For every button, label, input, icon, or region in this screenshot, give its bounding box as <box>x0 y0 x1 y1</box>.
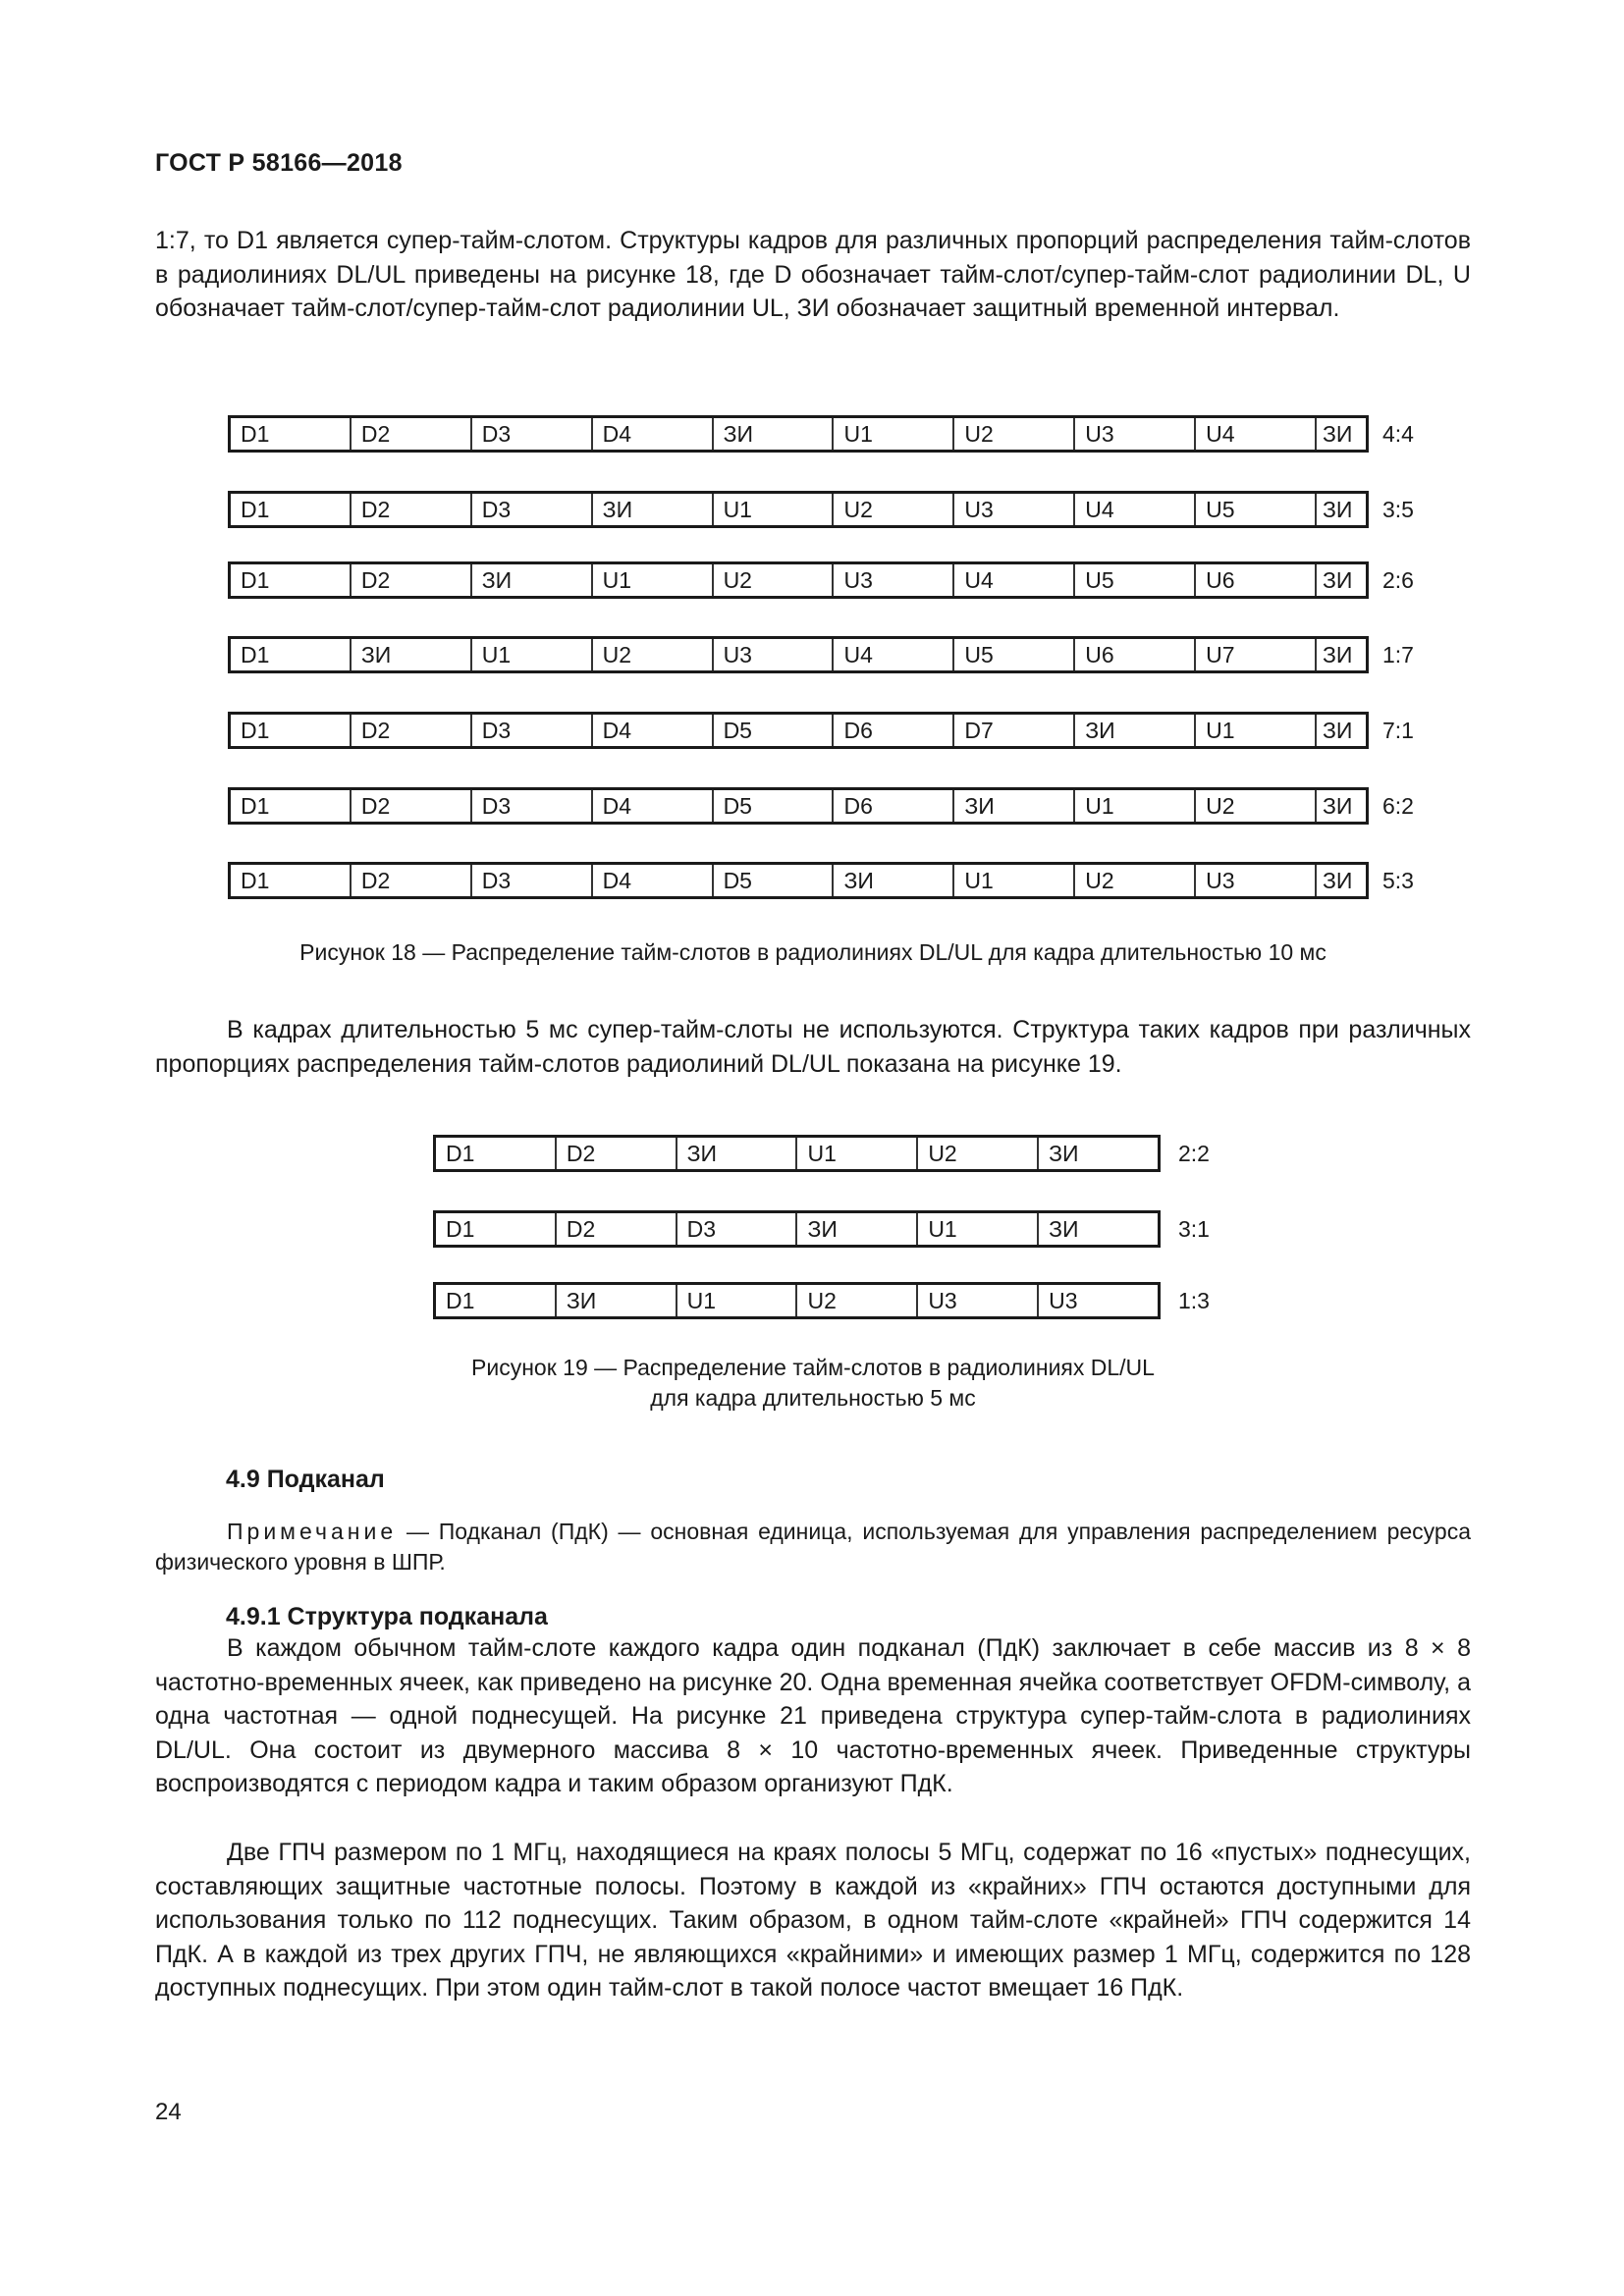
time-slot: D5 <box>714 865 835 896</box>
figure-19-caption-line1: Рисунок 19 — Распределение тайм-слотов в радиолиниях DL/UL <box>471 1355 1155 1380</box>
time-slot: U1 <box>1196 715 1317 746</box>
ratio-label: 7:1 <box>1382 718 1414 743</box>
section-4-9-1-title: 4.9.1 Структура подканала <box>226 1603 548 1630</box>
time-slot: D4 <box>593 790 714 822</box>
time-slot: ЗИ <box>1049 1141 1079 1166</box>
time-slot: ЗИ <box>834 865 954 896</box>
time-slot: U5 <box>954 639 1075 670</box>
time-slot: U2 <box>593 639 714 670</box>
time-slot: D1 <box>436 1213 557 1245</box>
frame-row <box>228 712 1369 749</box>
time-slot: D2 <box>557 1138 677 1169</box>
time-slot: U3 <box>954 494 1075 525</box>
frame-row <box>228 787 1369 825</box>
time-slot: U3 <box>714 639 835 670</box>
frame-row <box>433 1210 1161 1248</box>
paragraph-5ms: В кадрах длительностью 5 мс супер-тайм-слоты не используются. Структура таких кадров при различных пропорциях распределения тайм-слотов радиолиний DL/UL показана на рисунке 19. <box>155 1016 1471 1078</box>
time-slot: D1 <box>231 418 352 450</box>
frame-row <box>228 636 1369 673</box>
time-slot: U2 <box>1075 865 1196 896</box>
frame-row <box>433 1135 1161 1172</box>
time-slot: U2 <box>918 1138 1039 1169</box>
time-slot: ЗИ <box>472 564 593 596</box>
time-slot: ЗИ <box>677 1138 798 1169</box>
time-slot: U2 <box>954 418 1075 450</box>
time-slot: D2 <box>352 564 472 596</box>
time-slot: U1 <box>593 564 714 596</box>
time-slot: D1 <box>231 790 352 822</box>
time-slot: D6 <box>834 790 954 822</box>
section-4-9-note <box>155 1517 1471 1577</box>
time-slot: D1 <box>436 1138 557 1169</box>
time-slot: U1 <box>677 1285 798 1316</box>
time-slot: D1 <box>231 564 352 596</box>
note-label: Примечание <box>227 1519 398 1544</box>
time-slot: D1 <box>231 865 352 896</box>
frame-row <box>228 491 1369 528</box>
time-slot: D1 <box>436 1285 557 1316</box>
note-text: — Подканал (ПдК) — основная единица, используемая для управления распределением ресурса физического уровня в ШПР. <box>155 1519 1471 1575</box>
section-4-9-1-paragraph-1: В каждом обычном тайм-слоте каждого кадра один подканал (ПдК) заключает в себе массив из 8 × 8 частотно-временных ячеек, как приведено на рисунке 20. Одна временная ячейка соответствует OFDM-символу, а одна частотная — одной поднесущей. На рисунке 21 приведена структура супер-тайм-слота в радиолиниях DL/UL. Она состоит из двумерного массива 8 × 10 частотно-временных ячеек. Приведенные структуры воспроизводятся с периодом кадра и таким образом организуют ПдК. <box>155 1634 1471 1797</box>
frame-row <box>228 415 1369 453</box>
page-number: 24 <box>155 2099 182 2125</box>
time-slot: D6 <box>834 715 954 746</box>
ratio-label: 2:2 <box>1178 1141 1210 1166</box>
frame-row <box>228 862 1369 899</box>
time-slot: U1 <box>1075 790 1196 822</box>
time-slot: U1 <box>797 1138 918 1169</box>
time-slot: D3 <box>472 418 593 450</box>
time-slot: U6 <box>1075 639 1196 670</box>
time-slot: U1 <box>472 639 593 670</box>
figure-18-caption: Рисунок 18 — Распределение тайм-слотов в радиолиниях DL/UL для кадра длительностью 10 мс <box>299 939 1326 965</box>
time-slot: D2 <box>352 865 472 896</box>
time-slot: U6 <box>1196 564 1317 596</box>
ratio-label: 1:7 <box>1382 642 1414 667</box>
time-slot: ЗИ <box>954 790 1075 822</box>
time-slot: ЗИ <box>593 494 714 525</box>
time-slot: U5 <box>1075 564 1196 596</box>
frame-row <box>433 1282 1161 1319</box>
time-slot: U1 <box>714 494 835 525</box>
time-slot: D1 <box>231 715 352 746</box>
time-slot: ЗИ <box>714 418 835 450</box>
time-slot: D2 <box>352 790 472 822</box>
time-slot: ЗИ <box>352 639 472 670</box>
frame-row <box>228 561 1369 599</box>
intro-paragraph: 1:7, то D1 является супер-тайм-слотом. Структуры кадров для различных пропорций распределения тайм-слотов в радиолиниях DL/UL приведены на рисунке 18, где D обозначает тайм-слот/супер-тайм-слот радиолинии DL, U обозначает тайм-слот/супер-тайм-слот радиолинии UL, ЗИ обозначает защитный временной интервал. <box>155 227 1471 322</box>
section-4-9-title: 4.9 Подканал <box>226 1466 385 1493</box>
time-slot: U4 <box>834 639 954 670</box>
time-slot: D3 <box>472 715 593 746</box>
time-slot: D1 <box>231 494 352 525</box>
ratio-label: 3:1 <box>1178 1216 1210 1242</box>
time-slot: D2 <box>557 1213 677 1245</box>
ratio-label: 4:4 <box>1382 421 1414 447</box>
ratio-label: 5:3 <box>1382 868 1414 893</box>
ratio-label: 2:6 <box>1382 567 1414 593</box>
time-slot: U3 <box>834 564 954 596</box>
time-slot: ЗИ <box>1323 421 1353 447</box>
time-slot: U2 <box>797 1285 918 1316</box>
time-slot: ЗИ <box>1323 567 1353 593</box>
time-slot: ЗИ <box>1323 497 1353 522</box>
time-slot: D3 <box>472 865 593 896</box>
time-slot: U2 <box>834 494 954 525</box>
time-slot: D7 <box>954 715 1075 746</box>
time-slot: ЗИ <box>1323 642 1353 667</box>
ratio-label: 3:5 <box>1382 497 1414 522</box>
time-slot: D1 <box>231 639 352 670</box>
time-slot: ЗИ <box>1323 718 1353 743</box>
time-slot: D2 <box>352 418 472 450</box>
time-slot: D2 <box>352 494 472 525</box>
time-slot: D4 <box>593 418 714 450</box>
time-slot: U3 <box>1049 1288 1078 1313</box>
time-slot: U4 <box>954 564 1075 596</box>
time-slot: U1 <box>954 865 1075 896</box>
time-slot: U3 <box>918 1285 1039 1316</box>
time-slot: U1 <box>834 418 954 450</box>
time-slot: U3 <box>1075 418 1196 450</box>
time-slot: U5 <box>1196 494 1317 525</box>
time-slot: U2 <box>714 564 835 596</box>
time-slot: ЗИ <box>797 1213 918 1245</box>
time-slot: D5 <box>714 790 835 822</box>
time-slot: U2 <box>1196 790 1317 822</box>
time-slot: ЗИ <box>557 1285 677 1316</box>
section-4-9-1-paragraph-2: Две ГПЧ размером по 1 МГц, находящиеся на краях полосы 5 МГц, содержат по 16 «пустых» поднесущих, составляющих защитные частотные полосы. Поэтому в каждой из «крайних» ГПЧ остаются доступными для использования только по 112 поднесущих. Таким образом, в одном тайм-слоте «крайней» ГПЧ содержится 14 ПдК. А в каждой из трех других ГПЧ, не являющихся «крайними» и имеющих размер 1 МГц, содержится по 128 доступных поднесущих. При этом один тайм-слот в такой полосе частот вмещает 16 ПдК. <box>155 1839 1471 2002</box>
time-slot: ЗИ <box>1323 793 1353 819</box>
figure-19-caption-line2: для кадра длительностью 5 мс <box>650 1385 976 1411</box>
ratio-label: 6:2 <box>1382 793 1414 819</box>
time-slot: D3 <box>472 790 593 822</box>
time-slot: D2 <box>352 715 472 746</box>
time-slot: D4 <box>593 865 714 896</box>
time-slot: U4 <box>1075 494 1196 525</box>
time-slot: U4 <box>1196 418 1317 450</box>
time-slot: U3 <box>1196 865 1317 896</box>
ratio-label: 1:3 <box>1178 1288 1210 1313</box>
time-slot: D3 <box>677 1213 798 1245</box>
time-slot: U1 <box>918 1213 1039 1245</box>
time-slot: D5 <box>714 715 835 746</box>
document-code: ГОСТ Р 58166—2018 <box>155 149 403 177</box>
time-slot: ЗИ <box>1049 1216 1079 1242</box>
time-slot: ЗИ <box>1323 868 1353 893</box>
time-slot: U7 <box>1196 639 1317 670</box>
time-slot: D3 <box>472 494 593 525</box>
time-slot: D4 <box>593 715 714 746</box>
time-slot: ЗИ <box>1075 715 1196 746</box>
